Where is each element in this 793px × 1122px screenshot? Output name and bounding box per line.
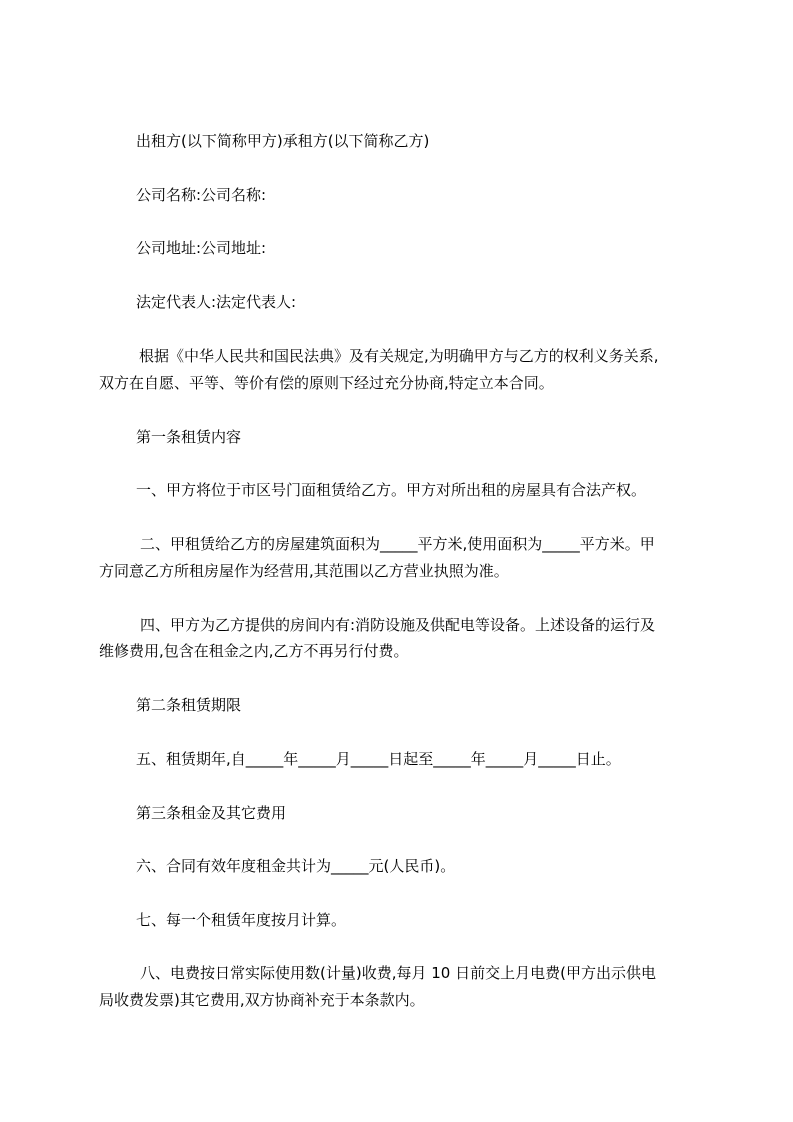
paragraph-line: 局收费发票)其它费用,双方协商补充于本条款内。 [99,991,425,1009]
paragraph-line: 维修费用,包含在租金之内,乙方不再另行付费。 [99,642,409,660]
paragraph-line: 四、甲方为乙方提供的房间内有:消防设施及供配电等设备。上述设备的运行及 [140,616,656,634]
paragraph-line: 七、每一个租赁年度按月计算。 [136,911,347,929]
paragraph-line: 出租方(以下简称甲方)承租方(以下简称乙方) [136,132,430,150]
paragraph-line: 方同意乙方所租房屋作为经营用,其范围以乙方营业执照为准。 [99,562,509,580]
paragraph-line: 公司地址:公司地址: [136,239,267,257]
paragraph-line: 六、合同有效年度租金共计为_____元(人民币)。 [136,857,456,875]
paragraph-line: 公司名称:公司名称: [136,186,267,204]
paragraph-line: 第二条租赁期限 [136,696,242,714]
paragraph-line: 根据《中华人民共和国民法典》及有关规定,为明确甲方与乙方的权利义务关系, [139,347,659,365]
paragraph-line: 八、电费按日常实际使用数(计量)收费,每月 10 日前交上月电费(甲方出示供电 [140,964,656,982]
paragraph-line: 五、租赁期年,自_____年_____月_____日起至_____年_____月_____日止。 [136,750,621,768]
paragraph-line: 一、甲方将位于市区号门面租赁给乙方。甲方对所出租的房屋具有合法产权。 [136,481,647,499]
paragraph-line: 法定代表人:法定代表人: [136,293,297,311]
paragraph-line: 第一条租赁内容 [136,428,242,446]
paragraph-line: 双方在自愿、平等、等价有偿的原则下经过充分协商,特定立本合同。 [99,374,554,392]
paragraph-line: 二、甲租赁给乙方的房屋建筑面积为_____平方米,使用面积为_____平方米。甲 [140,535,655,553]
paragraph-line: 第三条租金及其它费用 [136,804,287,822]
